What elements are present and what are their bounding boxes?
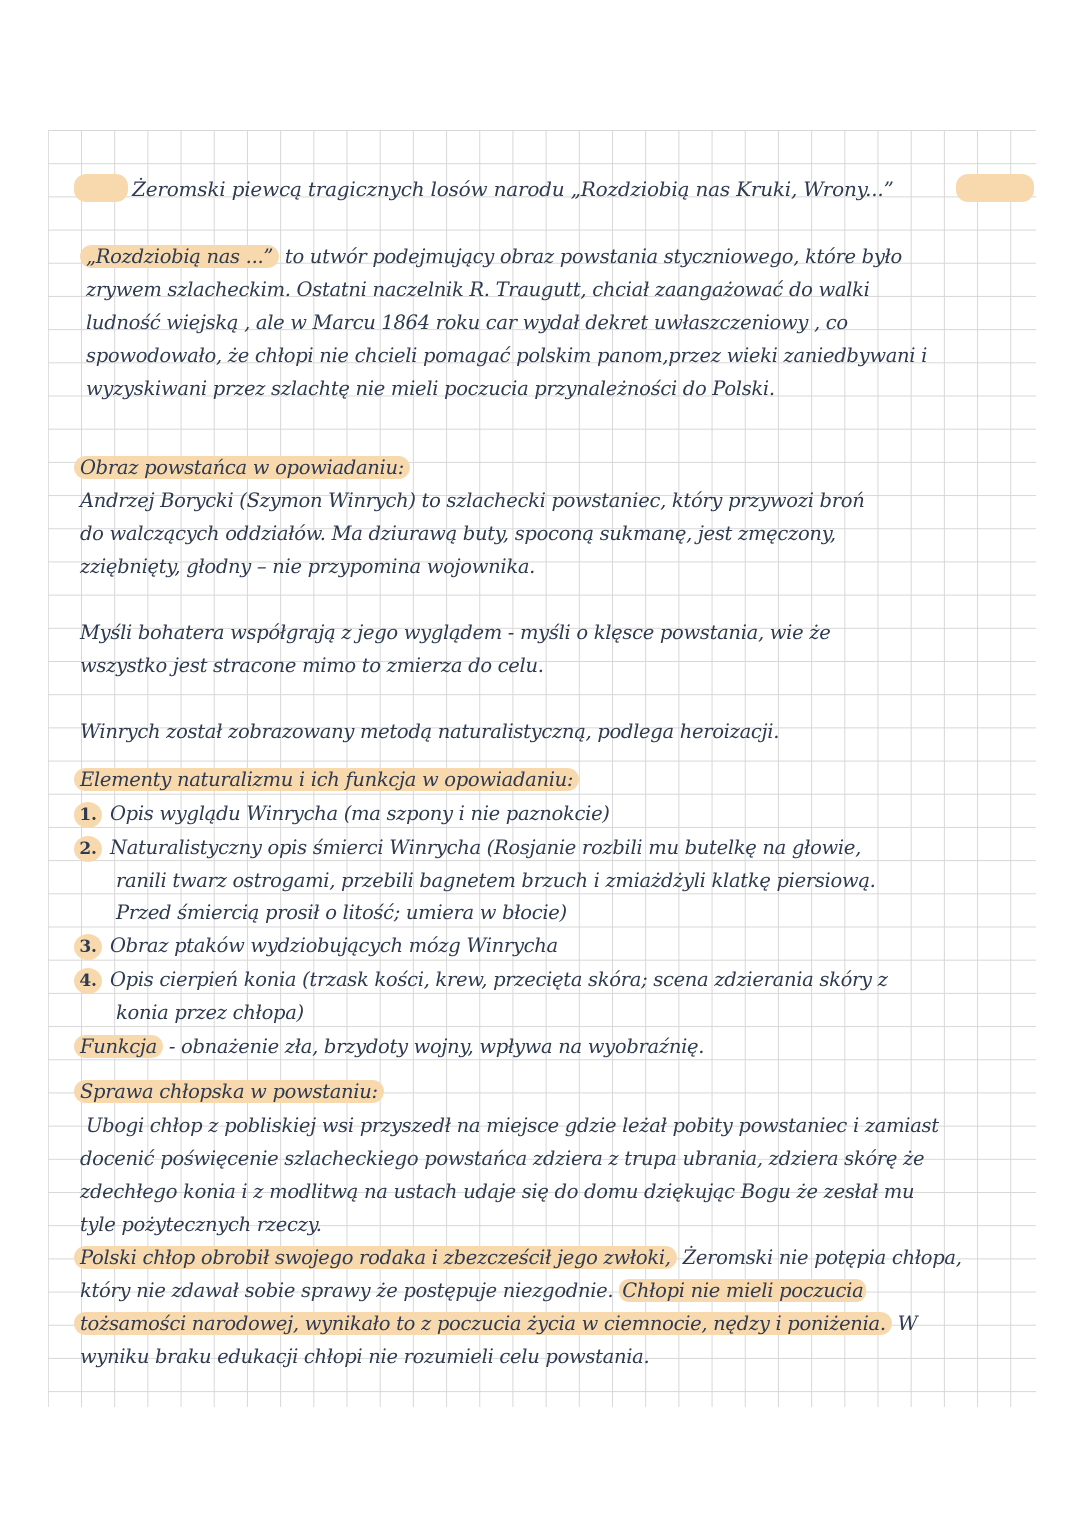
section3-highlight-1: Polski chłop obrobił swojego rodaka i zbezcześcił jego zwłoki, [74, 1246, 677, 1269]
section3-heading: Sprawa chłopska w powstaniu: [74, 1080, 384, 1103]
section1-heading-row [80, 453, 410, 483]
section1-line-6: Winrych został zobrazowany metodą naturalistyczną, podlega heroizacji. [80, 720, 780, 743]
section3-line-1: Ubogi chłop z pobliskiej wsi przyszedł na miejsce gdzie leżał pobity powstaniec i zamiast [86, 1114, 939, 1137]
section1-line-3: zziębnięty, głodny – nie przypomina wojownika. [80, 555, 536, 578]
section3-heading-row [80, 1077, 384, 1107]
intro-line-3: ludność wiejską , ale w Marcu 1864 roku car wydał dekret uwłaszczeniowy , co [86, 311, 848, 334]
list-item-2-line-3: Przed śmiercią prosił o litość; umiera w błocie) [116, 901, 567, 924]
list-item-2 [80, 833, 861, 863]
section3-highlight-3: tożsamości narodowej, wynikało to z poczucia życia w ciemnocie, nędzy i poniżenia. [74, 1312, 892, 1335]
section3-line-2: docenić poświęcenie szlacheckiego powstańca zdziera z trupa ubrania, zdziera skórę że [80, 1147, 925, 1170]
list-number-3: 3. [74, 934, 102, 960]
section3-line-3: zdechłego konia i z modlitwą na ustach udaje się do domu dziękując Bogu że zesłał mu [80, 1180, 915, 1203]
list-item-4-line-2: konia przez chłopa) [116, 1001, 304, 1024]
list-item-1 [80, 799, 610, 829]
function-label: Funkcja [74, 1035, 163, 1058]
section3-line-7 [80, 1309, 917, 1339]
section1-line-2: do walczących oddziałów. Ma dziurawą buty, spoconą sukmanę, jest zmęczony, [80, 522, 836, 545]
title-highlight-right [956, 174, 1034, 202]
list-item-2-text: Naturalistyczny opis śmierci Winrycha (Rosjanie rozbili mu butelkę na głowie, [110, 836, 862, 859]
section2-heading-row [80, 765, 579, 795]
list-item-3 [80, 931, 558, 961]
section1-heading: Obraz powstańca w opowiadaniu: [74, 456, 410, 479]
function-text: - obnażenie zła, brzydoty wojny, wpływa na wyobraźnię. [162, 1035, 705, 1058]
title-highlight-left [74, 174, 128, 202]
section3-line-6-text: który nie zdawał sobie sprawy że postępuje niezgodnie. [80, 1279, 620, 1302]
section3-line-6 [80, 1276, 866, 1306]
section3-line-5 [80, 1243, 962, 1273]
section3-line-7-rest: W [891, 1312, 918, 1335]
list-number-1: 1. [74, 802, 102, 828]
intro-highlight: „Rozdziobią nas ...” [80, 245, 279, 268]
section1-line-1: Andrzej Borycki (Szymon Winrych) to szlachecki powstaniec, który przywozi broń [80, 489, 865, 512]
intro-line-1 [86, 242, 902, 272]
intro-line-2: zrywem szlacheckim. Ostatni naczelnik R. Traugutt, chciał zaangażować do walki [86, 278, 870, 301]
section3-highlight-2: Chłopi nie mieli poczucia [619, 1279, 866, 1302]
intro-line-4: spowodowało, że chłopi nie chcieli pomagać polskim panom,przez wieki zaniedbywani i [86, 344, 928, 367]
intro-line-1-rest: to utwór podejmujący obraz powstania styczniowego, które było [279, 245, 902, 268]
function-row [80, 1032, 704, 1062]
section3-line-4: tyle pożytecznych rzeczy. [80, 1213, 322, 1236]
section3-line-8: wyniku braku edukacji chłopi nie rozumieli celu powstania. [80, 1345, 650, 1368]
intro-line-5: wyzyskiwani przez szlachtę nie mieli poczucia przynależności do Polski. [86, 377, 775, 400]
list-item-4 [80, 965, 888, 995]
list-number-4: 4. [74, 968, 102, 994]
list-item-2-line-2: ranili twarz ostrogami, przebili bagnetem brzuch i zmiażdżyli klatkę piersiową. [116, 869, 876, 892]
list-item-1-text: Opis wyglądu Winrycha (ma szpony i nie paznokcie) [110, 802, 610, 825]
page-title: Żeromski piewcą tragicznych losów narodu „Rozdziobią nas Kruki, Wrony...” [132, 177, 894, 201]
list-number-2: 2. [74, 836, 102, 862]
list-item-3-text: Obraz ptaków wydziobujących mózg Winrycha [110, 934, 558, 957]
section3-line-5-rest: Żeromski nie potępia chłopa, [676, 1246, 962, 1269]
section1-line-5: wszystko jest stracone mimo to zmierza do celu. [80, 654, 544, 677]
section2-heading: Elementy naturalizmu i ich funkcja w opowiadaniu: [74, 768, 579, 791]
section1-line-4: Myśli bohatera współgrają z jego wyglądem - myśli o klęsce powstania, wie że [80, 621, 831, 644]
list-item-4-text: Opis cierpień konia (trzask kości, krew, przecięta skóra; scena zdzierania skóry z [110, 968, 888, 991]
